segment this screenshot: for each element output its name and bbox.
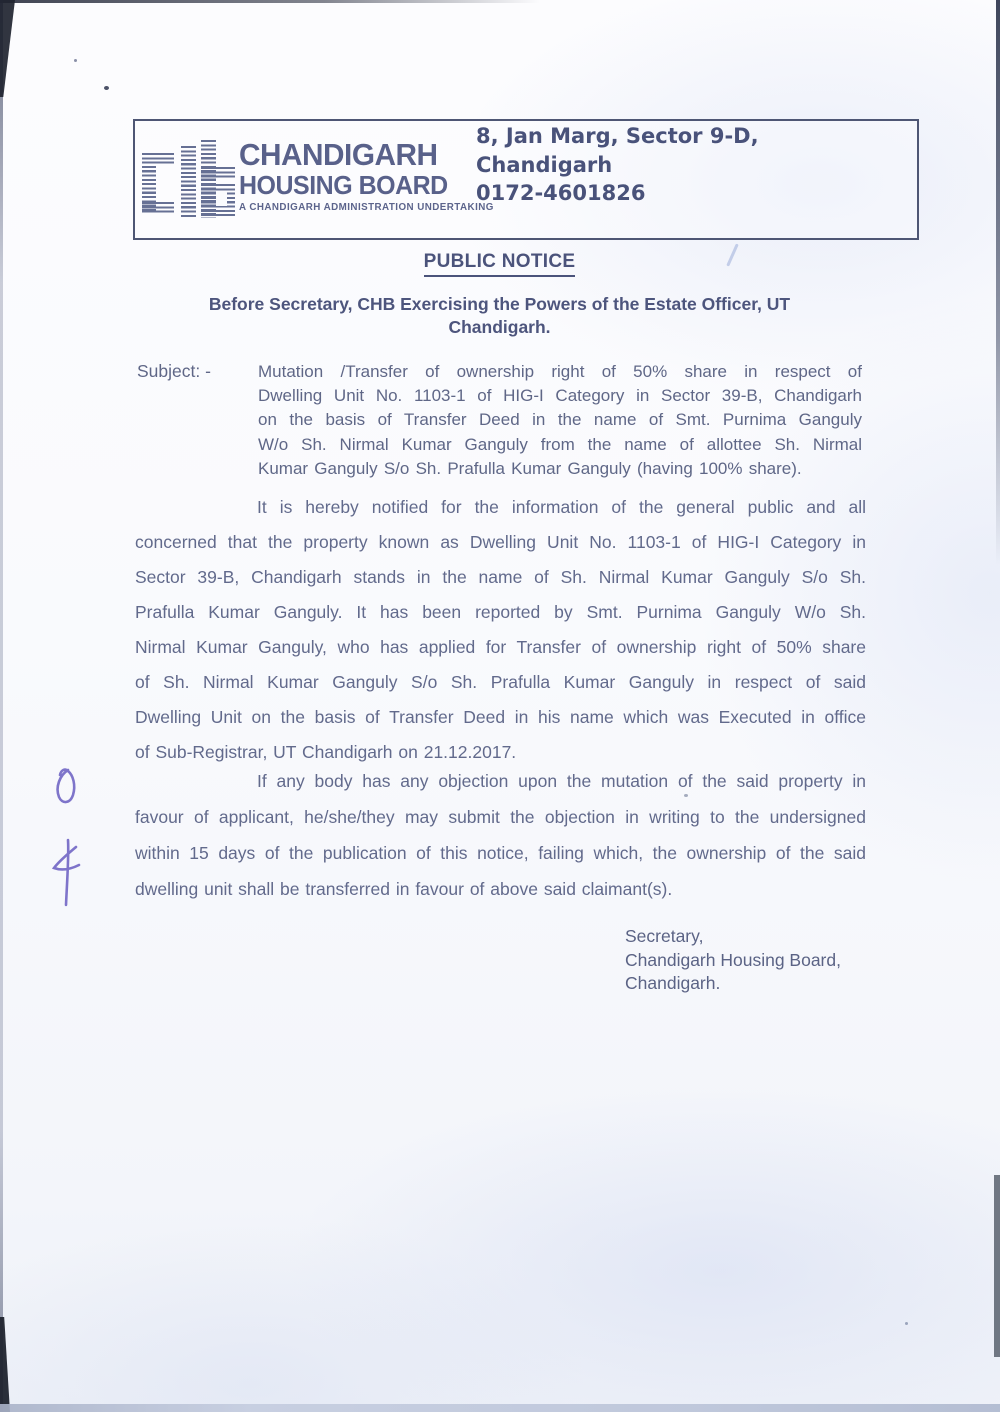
logo-stripe-shape	[181, 146, 196, 218]
notice-subtitle	[133, 293, 866, 339]
text-line: favour of applicant, he/she/they may submit the objection in writing to the undersigned	[135, 807, 866, 827]
text-line: 8, Jan Marg, Sector 9-D,	[476, 124, 759, 148]
text-line: Chandigarh.	[625, 973, 721, 993]
text-line: on the basis of Transfer Deed in the name of Smt. Purnima Ganguly	[258, 410, 862, 430]
text-line: Secretary,	[625, 926, 704, 946]
scan-speck	[905, 1322, 908, 1325]
text-line: If any body has any objection upon the mutation of the said property in	[257, 771, 866, 791]
org-name-block	[239, 138, 494, 213]
text-line: concerned that the property known as Dwelling Unit No. 1103-1 of HIG-I Category in	[135, 532, 866, 552]
org-address-block	[476, 122, 759, 208]
scan-speck	[104, 86, 109, 90]
chb-logo-icon	[142, 140, 238, 220]
subject-text	[258, 360, 862, 481]
subject-label: Subject: -	[137, 361, 211, 381]
scan-edge-top	[0, 0, 540, 3]
text-line: within 15 days of the publication of this notice, failing which, the ownership of the said	[135, 843, 866, 863]
page-title	[133, 251, 866, 277]
text-line: Dwelling Unit on the basis of Transfer Deed in his name which was Executed in office	[135, 707, 866, 727]
logo-stripe-shape	[201, 167, 235, 178]
page-title-text: PUBLIC NOTICE	[424, 251, 576, 277]
letterhead-box	[133, 119, 919, 240]
body-paragraph-2	[135, 763, 866, 907]
text-line: Before Secretary, CHB Exercising the Powers of the Estate Officer, UT	[208, 294, 791, 314]
text-line: Mutation /Transfer of ownership right of 50% share in respect of	[258, 362, 862, 381]
scan-edge-right-bottom	[994, 1175, 1000, 1357]
text-line: Chandigarh.	[448, 317, 551, 337]
text-line: Chandigarh	[476, 152, 613, 177]
text-line: of Sh. Nirmal Kumar Ganguly S/o Sh. Prafulla Kumar Ganguly in respect of said	[135, 672, 866, 692]
scan-corner-top-left	[0, 0, 15, 97]
text-line: Sector 39-B, Chandigarh stands in the name of Sh. Nirmal Kumar Ganguly S/o Sh.	[135, 567, 866, 587]
text-line: Chandigarh Housing Board,	[625, 949, 841, 970]
logo-stripe-shape	[142, 153, 174, 164]
signature-block	[625, 925, 841, 996]
text-line: It is hereby notified for the information of the general public and all	[257, 497, 866, 517]
pen-mark-flourish	[54, 847, 79, 869]
handwritten-pen-marks	[35, 752, 95, 922]
text-line: of Sub-Registrar, UT Chandigarh on 21.12.2017.	[135, 742, 517, 762]
pen-mark-loop	[58, 770, 75, 802]
scan-speck	[74, 59, 77, 62]
logo-stripe-shape	[142, 202, 174, 213]
text-line: 0172-4601826	[476, 181, 646, 205]
scan-corner-bottom-left	[0, 1317, 10, 1412]
org-tagline: A CHANDIGARH ADMINISTRATION UNDERTAKING	[239, 202, 494, 213]
org-name-line1: CHANDIGARH	[239, 137, 438, 172]
text-line: Prafulla Kumar Ganguly. It has been reported by Smt. Purnima Ganguly W/o Sh.	[135, 602, 866, 622]
org-name-line2: HOUSING BOARD	[239, 170, 448, 200]
text-line: Nirmal Kumar Ganguly, who has applied for Transfer of ownership right of 50% share	[135, 637, 866, 657]
body-paragraph-1	[135, 490, 866, 770]
text-line: Dwelling Unit No. 1103-1 of HIG-I Category in Sector 39-B, Chandigarh	[258, 386, 862, 406]
logo-stripe-shape	[216, 192, 227, 206]
scan-edge-left	[0, 0, 3, 1412]
text-line: W/o Sh. Nirmal Kumar Ganguly from the name of allottee Sh. Nirmal	[258, 434, 862, 454]
scan-edge-bottom	[0, 1404, 1000, 1412]
text-line: Kumar Ganguly S/o Sh. Prafulla Kumar Ganguly (having 100% share).	[258, 458, 802, 478]
pen-mark-stem	[66, 840, 68, 905]
scan-edge-right-top	[996, 0, 1000, 565]
text-line: dwelling unit shall be transferred in favour of above said claimant(s).	[135, 879, 673, 899]
